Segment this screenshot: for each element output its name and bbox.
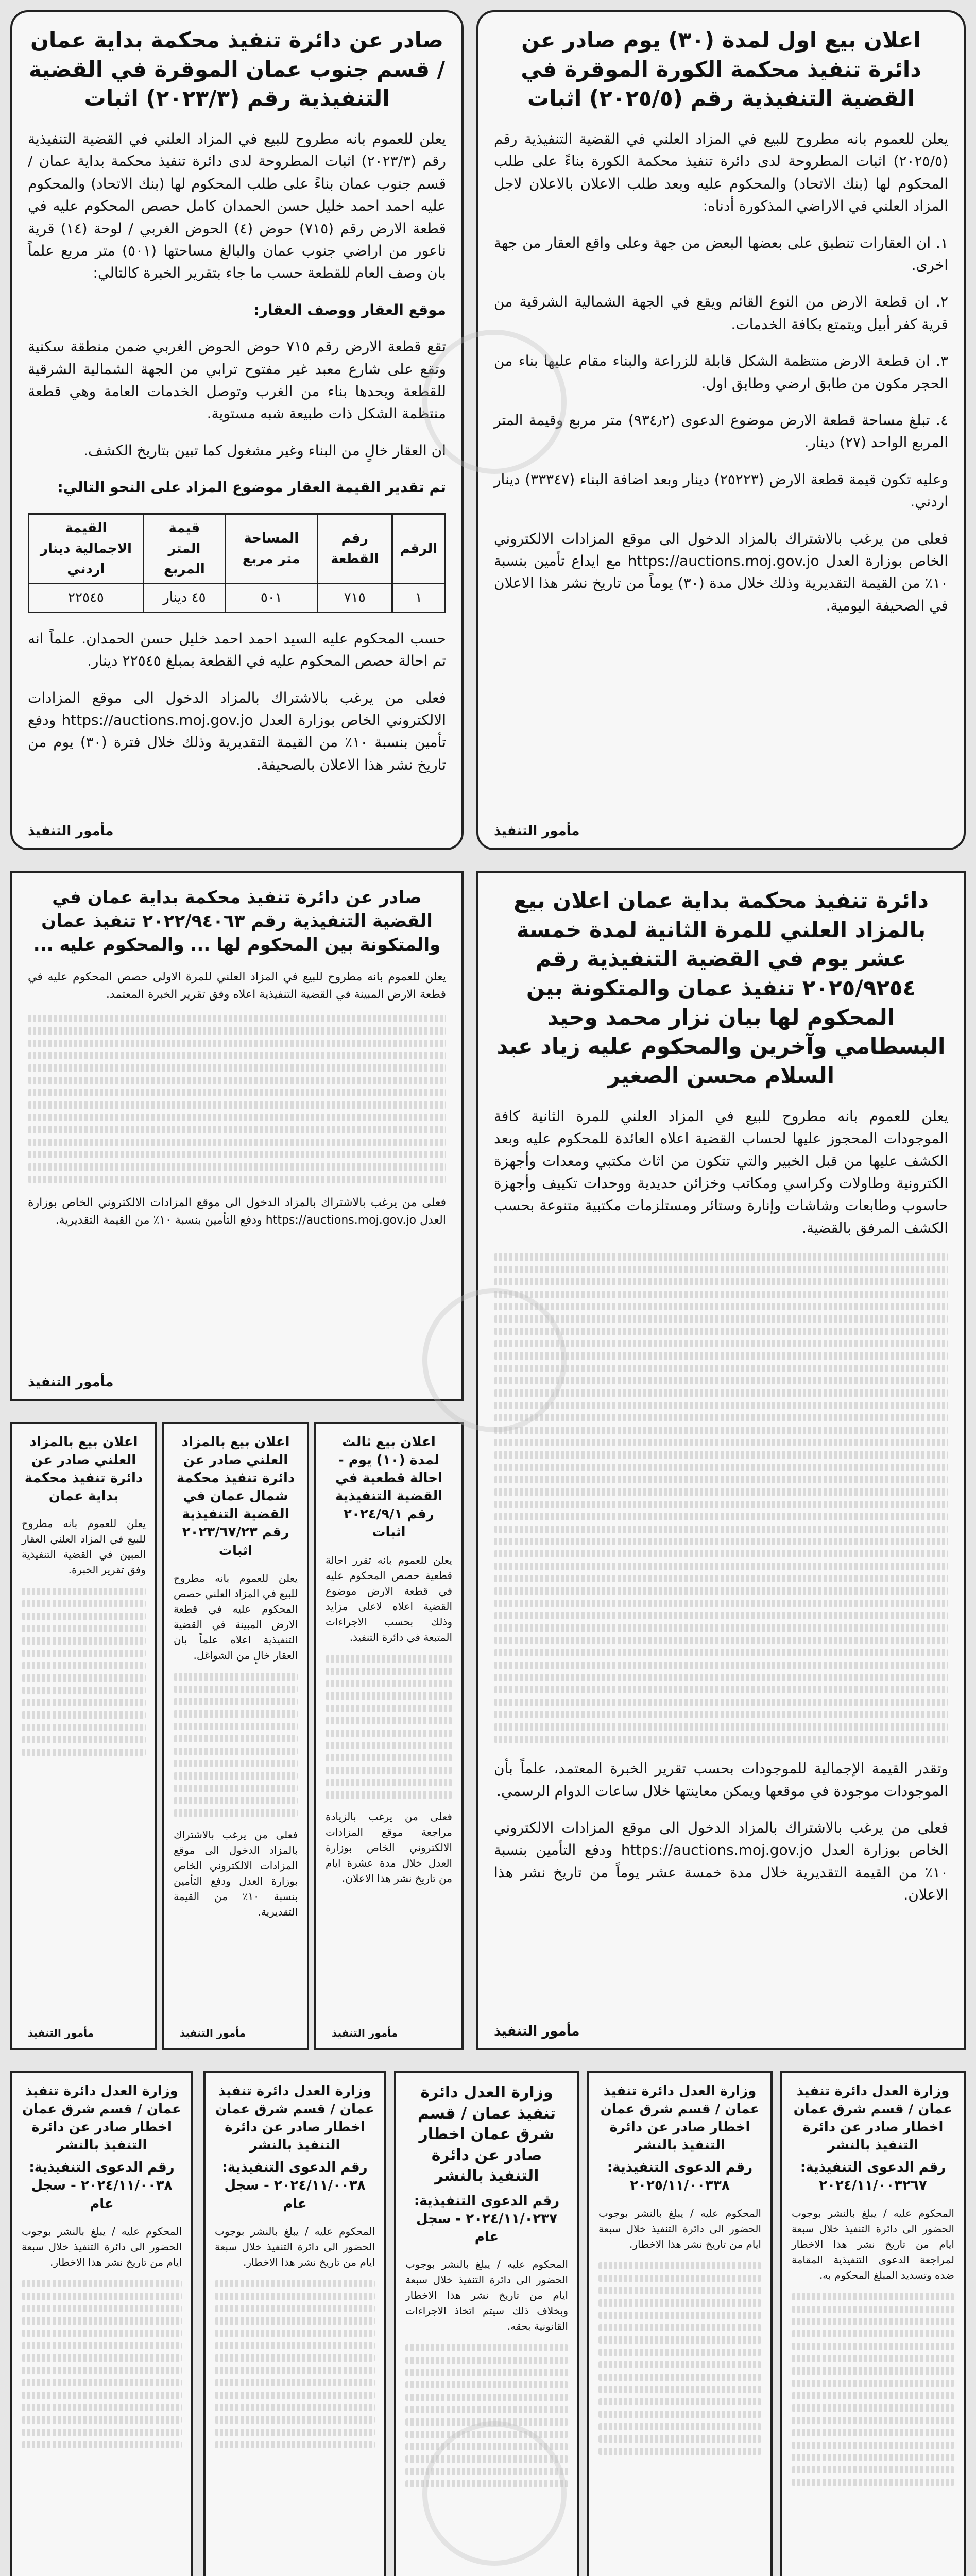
text-line bbox=[174, 1760, 298, 1767]
table-header-cell: رقم القطعة bbox=[317, 514, 392, 584]
notice-title: اعلان بيع بالمزاد العلني صادر عن دائرة تنفيذ محكمة شمال عمان في القضية التنفيذية رقم ٢٠٢٣/٦٧/٢٣ اثبات bbox=[176, 1434, 295, 1558]
notice-paragraph: المحكوم عليه / يبلغ بالنشر بوجوب الحضور الى دائرة التنفيذ خلال سبعة ايام من تاريخ نشر هذا الاخطار وبخلاف ذلك سيتم اتخاذ الاجراءات القانونية بحقه. bbox=[405, 2258, 568, 2332]
notice-title: اعلان بيع اول لمدة (٣٠) يوم صادر عن دائرة تنفيذ محكمة الكورة الموقرة في القضية التنفيذية رقم (٢٠٢٥/٥) اثبات bbox=[521, 27, 921, 111]
notice-signature: مأمور التنفيذ bbox=[494, 823, 580, 839]
text-line bbox=[494, 1736, 948, 1743]
text-line bbox=[598, 2411, 761, 2418]
notice-title: صادر عن دائرة تنفيذ محكمة بداية عمان في القضية التنفيذية رقم ٢٠٢٢/٩٤٠٦٣ تنفيذ عمان والمتكونة بين المحكوم لها ... والمحكوم عليه ... bbox=[33, 887, 441, 955]
notice-paragraph: المحكوم عليه / يبلغ بالنشر بوجوب الحضور الى دائرة التنفيذ خلال سبعة ايام من تاريخ نشر هذا الاخطار. bbox=[22, 2225, 182, 2268]
notice-paragraph: تقع قطعة الارض رقم ٧١٥ حوض الحوض الغربي ضمن منطقة سكنية وتقع على شارع معبد غير مفتوح ترابي من الجهة الشمالية الشرقية للقطعة ويحدها بناء من الغرب وتوصل الخدمات العامة وهي قطعة منتظمة الشكل ذات طبيعة شبه مستوية. bbox=[28, 338, 446, 422]
notice-middle-left-b1 bbox=[314, 1422, 464, 2050]
notice-title: وزارة العدل دائرة تنفيذ عمان / قسم شرق عمان اخطار صادر عن دائرة التنفيذ بالنشر bbox=[793, 2083, 953, 2154]
notice-signature: مأمور التنفيذ bbox=[28, 823, 114, 839]
text-line bbox=[326, 1692, 452, 1700]
text-line bbox=[792, 2466, 954, 2473]
text-line bbox=[494, 1315, 948, 1323]
text-line bbox=[174, 1723, 298, 1730]
text-line bbox=[22, 1687, 146, 1694]
notice-signature: مأمور التنفيذ bbox=[28, 1375, 114, 1390]
text-line bbox=[22, 2404, 182, 2411]
text-line bbox=[598, 2435, 761, 2443]
text-line bbox=[326, 1668, 452, 1675]
table-cell: ٧١٥ bbox=[317, 584, 392, 612]
notice-title: وزارة العدل دائرة تنفيذ عمان / قسم شرق عمان اخطار صادر عن دائرة التنفيذ بالنشر bbox=[600, 2083, 760, 2154]
text-line bbox=[22, 1699, 146, 1706]
text-line bbox=[22, 2416, 182, 2424]
watermark-logo-icon bbox=[422, 330, 567, 474]
text-line bbox=[22, 1613, 146, 1620]
text-line bbox=[494, 1266, 948, 1273]
text-line bbox=[28, 1077, 446, 1084]
text-line bbox=[22, 1637, 146, 1645]
text-line bbox=[28, 1151, 446, 1158]
text-line bbox=[792, 2429, 954, 2436]
text-line bbox=[598, 2336, 761, 2344]
notice-body bbox=[28, 969, 446, 1229]
text-line bbox=[792, 2318, 954, 2325]
text-line bbox=[494, 1575, 948, 1582]
text-line bbox=[494, 1513, 948, 1520]
text-line bbox=[792, 2293, 954, 2300]
watermark-logo-icon bbox=[422, 2421, 567, 2566]
text-line bbox=[174, 1748, 298, 1755]
text-line bbox=[405, 2344, 568, 2351]
text-line bbox=[22, 2280, 182, 2287]
text-line bbox=[22, 2354, 182, 2362]
text-line bbox=[494, 1662, 948, 1669]
notice-paragraph: يعلن للعموم بانه مطروح للبيع في المزاد العلني في القضية التنفيذية رقم (٢٠٢٥/٥) اثبات المطروحة لدى دائرة تنفيذ محكمة الكورة بناءً على طلب المحكوم لها (بنك الاتحاد) والمحكوم عليه وبعد طلب الاعلان بالاعلان لاجل المزاد العلني في الاراضي المذكورة أدناه: bbox=[494, 130, 948, 215]
text-line bbox=[28, 1163, 446, 1171]
text-line bbox=[598, 2262, 761, 2269]
text-line bbox=[22, 1736, 146, 1743]
notice-body bbox=[22, 2224, 182, 2448]
text-line bbox=[28, 1126, 446, 1133]
notice-body bbox=[598, 2206, 761, 2455]
notice-paragraph: يعلن للعموم بانه تقرر احالة قطعية حصص المحكوم عليه في قطعة الارض موضوع القضية اعلاه لاعلى مزايد وذلك بحسب الاجراءات المتبعة في دائرة التنفيذ. bbox=[326, 1553, 452, 1643]
text-line bbox=[598, 2275, 761, 2282]
text-line bbox=[215, 2342, 375, 2349]
text-line bbox=[405, 2381, 568, 2388]
text-line bbox=[792, 2454, 954, 2461]
notice-paragraph: المحكوم عليه / يبلغ بالنشر بوجوب الحضور الى دائرة التنفيذ خلال سبعة ايام من تاريخ نشر هذا الاخطار لمراجعة الدعوى التنفيذية المقامة ضده وتسديد المبلغ المحكوم به. bbox=[792, 2207, 954, 2281]
text-line bbox=[792, 2367, 954, 2375]
text-line bbox=[215, 2416, 375, 2424]
text-line bbox=[598, 2386, 761, 2393]
text-line bbox=[28, 1139, 446, 1146]
table-row bbox=[29, 584, 446, 612]
text-line bbox=[598, 2349, 761, 2356]
notice-title: صادر عن دائرة تنفيذ محكمة بداية عمان / قسم جنوب عمان الموقرة في القضية التنفيذية رقم (٢٠٢٣/٣) اثبات bbox=[28, 27, 446, 111]
text-line bbox=[494, 1389, 948, 1397]
notice-case-number: رقم الدعوى التنفيذية: ٢٠٢٤/١١/٠٠٣٢٦٧ bbox=[800, 2160, 946, 2194]
notice-paragraph: فعلى من يرغب بالاشتراك بالمزاد الدخول الى موقع المزادات الالكتروني الخاص بوزارة العدل https://auctions.moj.gov.jo ودفع تأمين بنسبة ١٠٪ من القيمة التقديرية وذلك خلال فترة (٣٠) يوم من تاريخ نشر هذا الاعلان بالصحيفة. bbox=[28, 689, 446, 773]
text-line bbox=[326, 1754, 452, 1761]
notice-bottom-2 bbox=[587, 2071, 773, 2576]
notice-paragraph: يعلن للعموم بانه مطروح للبيع في المزاد العلني حصص المحكوم عليه في قطعة الارض المبينة في القضية التنفيذية اعلاه علماً بان العقار خالٍ من الشواغل. bbox=[174, 1571, 298, 1662]
notice-paragraph: فعلى من يرغب بالاشتراك بالمزاد الدخول الى موقع المزادات الالكتروني الخاص بوزارة العدل https://auctions.moj.gov.jo مع ايداع تأمين بنسبة ١٠٪ من القيمة التقديرية وذلك خلال مدة (٣٠) يوماً من تاريخ نشر هذا الاعلان في الصحيفة اليومية. bbox=[494, 530, 949, 614]
text-line bbox=[215, 2330, 375, 2337]
notice-paragraph: حسب المحكوم عليه السيد احمد احمد خليل حسن الحمدان. علماً انه تم احالة حصص المحكوم عليه في القطعة بمبلغ ٢٢٥٤٥ دينار. bbox=[28, 630, 446, 670]
notice-paragraph: ان العقار خالٍ من البناء وغير مشغول كما تبين بتاريخ الكشف. bbox=[83, 442, 446, 459]
text-line bbox=[28, 1089, 446, 1096]
text-line bbox=[494, 1278, 948, 1285]
text-line bbox=[174, 1710, 298, 1718]
text-line bbox=[28, 1101, 446, 1109]
text-line bbox=[494, 1600, 948, 1607]
notice-paragraph: ١. ان العقارات تنطبق على بعضها البعض من جهة وعلى واقع العقار من جهة اخرى. bbox=[494, 234, 948, 274]
notice-paragraph: وعليه تكون قيمة قطعة الارض (٢٥٢٢٣) دينار وبعد اضافة البناء (٣٣٣٤٧) دينار اردني. bbox=[494, 470, 948, 511]
text-line bbox=[22, 1650, 146, 1657]
notice-body bbox=[494, 1105, 948, 1906]
text-line bbox=[792, 2380, 954, 2387]
text-line bbox=[598, 2448, 761, 2455]
table-cell: ٥٠١ bbox=[225, 584, 317, 612]
text-line bbox=[598, 2312, 761, 2319]
notice-paragraph: المحكوم عليه / يبلغ بالنشر بوجوب الحضور الى دائرة التنفيذ خلال سبعة ايام من تاريخ نشر هذا الاخطار. bbox=[598, 2207, 761, 2250]
notice-bottom-4 bbox=[203, 2071, 386, 2576]
text-line bbox=[598, 2299, 761, 2307]
text-line bbox=[494, 1464, 948, 1471]
table-header-row bbox=[29, 514, 446, 584]
notice-paragraph: فعلى من يرغب بالاشتراك بالمزاد الدخول الى موقع المزادات الالكتروني الخاص بوزارة العدل ودفع التأمين بنسبة ١٠٪ من القيمة التقديرية. bbox=[174, 1828, 298, 1918]
notice-middle-left-a bbox=[10, 871, 464, 1401]
text-line bbox=[494, 1563, 948, 1570]
text-line bbox=[22, 1600, 146, 1607]
notice-signature: مأمور التنفيذ bbox=[180, 2027, 246, 2039]
notice-middle-left-b3 bbox=[10, 1422, 157, 2050]
notice-paragraph: ٤. تبلغ مساحة قطعة الارض موضوع الدعوى (٩٣٤٫٢) متر مربع وقيمة المتر المربع الواحد (٢٧) دينار. bbox=[494, 411, 948, 451]
text-line bbox=[494, 1253, 948, 1261]
text-line bbox=[28, 1052, 446, 1059]
notice-paragraph: تم تقدير القيمة العقار موضوع المزاد على النحو التالي: bbox=[57, 479, 446, 496]
text-line bbox=[405, 2357, 568, 2364]
text-line bbox=[28, 1040, 446, 1047]
notice-paragraph: يعلن للعموم بانه مطروح للبيع في المزاد العلني للمرة الاولى حصص المحكوم عليه في قطعة الارض المبينة في القضية التنفيذية اعلاه وفق تقرير الخبرة المعتمد. bbox=[28, 970, 446, 1001]
text-line bbox=[22, 2441, 182, 2448]
text-line bbox=[494, 1649, 948, 1656]
text-line bbox=[22, 2342, 182, 2349]
text-line bbox=[792, 2343, 954, 2350]
notice-signature: مأمور التنفيذ bbox=[332, 2027, 398, 2039]
text-line bbox=[494, 1427, 948, 1434]
text-line bbox=[494, 1587, 948, 1595]
text-line bbox=[28, 1015, 446, 1022]
notice-title: اعلان بيع ثالث لمدة (١٠) يوم - احالة قطعية في القضية التنفيذية رقم ٢٠٢٤/٩/١ اثبات bbox=[335, 1434, 443, 1540]
text-line bbox=[174, 1809, 298, 1817]
text-line bbox=[494, 1686, 948, 1693]
text-line bbox=[174, 1698, 298, 1705]
text-line bbox=[22, 1625, 146, 1632]
notice-paragraph: فعلى من يرغب بالاشتراك بالمزاد الدخول الى موقع المزادات الالكتروني الخاص بوزارة العدل https://auctions.moj.gov.jo ودفع التأمين بنسبة ١٠٪ من القيمة التقديرية. bbox=[28, 1196, 446, 1227]
notice-bottom-5 bbox=[10, 2071, 193, 2576]
text-line bbox=[494, 1414, 948, 1421]
text-line bbox=[494, 1699, 948, 1706]
text-line bbox=[22, 2367, 182, 2374]
notice-body bbox=[28, 128, 446, 776]
text-line bbox=[326, 1730, 452, 1737]
text-line bbox=[215, 2305, 375, 2312]
text-line bbox=[792, 2355, 954, 2362]
text-line bbox=[405, 2406, 568, 2413]
notice-case-number: رقم الدعوى التنفيذية: ٢٠٢٥/١١/٠٠٣٣٨ bbox=[607, 2160, 753, 2194]
table-cell: ١ bbox=[392, 584, 445, 612]
text-line bbox=[215, 2379, 375, 2386]
text-line bbox=[598, 2324, 761, 2331]
text-line bbox=[28, 1064, 446, 1072]
notice-middle-right bbox=[476, 871, 966, 2050]
text-line bbox=[326, 1767, 452, 1774]
text-line bbox=[326, 1779, 452, 1786]
table-header-cell: المساحة متر مربع bbox=[225, 514, 317, 584]
notice-title: وزارة العدل دائرة تنفيذ عمان / قسم شرق عمان اخطار صادر عن دائرة التنفيذ بالنشر bbox=[215, 2083, 374, 2154]
text-line bbox=[326, 1717, 452, 1724]
watermark-logo-icon bbox=[422, 1288, 567, 1432]
text-line bbox=[174, 1785, 298, 1792]
text-line bbox=[215, 2317, 375, 2325]
notice-middle-left-b2 bbox=[162, 1422, 309, 2050]
text-line bbox=[326, 1705, 452, 1712]
text-line bbox=[326, 1742, 452, 1749]
text-line bbox=[174, 1772, 298, 1780]
notice-paragraph: وتقدر القيمة الإجمالية للموجودات بحسب تقرير الخبرة المعتمد، علماً بأن الموجودات موجودة في موقعها ويمكن معاينتها خلال ساعات الدوام الرسمي. bbox=[494, 1760, 948, 1800]
text-line bbox=[215, 2354, 375, 2362]
text-line bbox=[494, 1303, 948, 1310]
text-line bbox=[405, 2369, 568, 2376]
text-line bbox=[494, 1711, 948, 1718]
text-line bbox=[792, 2479, 954, 2486]
notice-body bbox=[792, 2206, 954, 2486]
text-line bbox=[494, 1402, 948, 1409]
text-line bbox=[22, 2293, 182, 2300]
text-line bbox=[22, 2330, 182, 2337]
text-line bbox=[598, 2287, 761, 2294]
notice-paragraph: فعلى من يرغب بالزيادة مراجعة موقع المزادات الالكتروني الخاص بوزارة العدل خلال مدة عشرة ايام من تاريخ نشر هذا الاعلان. bbox=[326, 1810, 452, 1885]
text-line bbox=[22, 1724, 146, 1731]
valuation-table bbox=[28, 513, 446, 613]
notice-case-number: رقم الدعوى التنفيذية: ٢٠٢٤/١١/٠٢٣٧ - سجل عام bbox=[414, 2193, 560, 2245]
notice-case-number: رقم الدعوى التنفيذية: ٢٠٢٤/١١/٠٠٣٨ - سجل عام bbox=[222, 2160, 368, 2212]
text-line bbox=[494, 1291, 948, 1298]
text-line bbox=[494, 1637, 948, 1644]
text-line bbox=[598, 2423, 761, 2430]
text-line bbox=[326, 1655, 452, 1663]
text-line bbox=[494, 1538, 948, 1545]
notice-signature: مأمور التنفيذ bbox=[28, 2027, 94, 2039]
text-line bbox=[494, 1624, 948, 1632]
text-line bbox=[215, 2392, 375, 2399]
notice-paragraph: ٣. ان قطعة الارض منتظمة الشكل قابلة للزراعة والبناء مقام عليها بناء من الحجر مكون من طابق ارضي وطابق اول. bbox=[494, 352, 948, 392]
text-line bbox=[22, 1749, 146, 1756]
text-line bbox=[22, 2429, 182, 2436]
text-line bbox=[494, 1723, 948, 1731]
text-line bbox=[22, 1674, 146, 1682]
text-line bbox=[494, 1526, 948, 1533]
text-line bbox=[494, 1451, 948, 1459]
notice-paragraph: يعلن للعموم بانه مطروح للبيع في المزاد العلني للمرة الثانية كافة الموجودات المحجوز عليها لحساب القضية اعلاه العائدة للمحكوم عليه وبعد الكشف عليها من قبل الخبير والتي تتكون من اثاث مكتبي ومعدات وأجهزة الكترونية وطاولات وكراسي ومكاتب وخزائن حديدية ووحدات تكييف وأجهزة حاسوب وطابعات وشاشات وإنارة وستائر ومستلزمات مكتبية متنوعة بحسب الكشف المرفق بالقضية. bbox=[494, 1107, 948, 1236]
text-line bbox=[494, 1328, 948, 1335]
text-line bbox=[792, 2442, 954, 2449]
notice-title: اعلان بيع بالمزاد العلني صادر عن دائرة تنفيذ محكمة بداية عمان bbox=[24, 1434, 143, 1504]
text-line bbox=[215, 2429, 375, 2436]
table-header-cell: القيمة الاجمالية دينار اردني bbox=[29, 514, 144, 584]
text-line bbox=[215, 2441, 375, 2448]
table-cell: ٤٥ دينار bbox=[143, 584, 225, 612]
text-line bbox=[28, 1176, 446, 1183]
notice-paragraph: ٢. ان قطعة الارض من النوع القائم ويقع في الجهة الشمالية الشرقية من قرية كفر أبيل ويتمتع بكافة الخدمات. bbox=[494, 293, 948, 333]
text-line bbox=[326, 1791, 452, 1799]
text-line bbox=[22, 1662, 146, 1669]
table-header-cell: الرقم bbox=[392, 514, 445, 584]
text-line bbox=[174, 1673, 298, 1681]
text-line bbox=[792, 2392, 954, 2399]
text-line bbox=[494, 1439, 948, 1446]
text-line bbox=[494, 1476, 948, 1483]
text-line bbox=[494, 1488, 948, 1496]
notice-body bbox=[22, 1516, 146, 1756]
text-line bbox=[215, 2293, 375, 2300]
text-line bbox=[22, 1588, 146, 1595]
table-cell: ٢٢٥٤٥ bbox=[29, 584, 144, 612]
notice-paragraph: يعلن للعموم بانه مطروح للبيع في المزاد العلني العقار المبين في القضية التنفيذية وفق تقرير الخبرة. bbox=[22, 1517, 146, 1577]
text-line bbox=[22, 2305, 182, 2312]
text-line bbox=[28, 1027, 446, 1035]
text-line bbox=[792, 2306, 954, 2313]
text-line bbox=[174, 1797, 298, 1804]
notice-title: دائرة تنفيذ محكمة بداية عمان اعلان بيع بالمزاد العلني للمرة الثانية لمدة خمسة عشر يوم في القضية التنفيذية رقم ٢٠٢٥/٩٢٥٤ تنفيذ عمان والمتكونة بين المحكوم لها بيان نزار محمد وحيد البسطامي وآخرين والمحكوم عليه زياد عبد السلام محسن الصغير bbox=[496, 888, 946, 1089]
notice-paragraph: يعلن للعموم بانه مطروح للبيع في المزاد العلني في القضية التنفيذية رقم (٢٠٢٣/٣) اثبات المطروحة لدى دائرة تنفيذ محكمة بداية عمان / قسم جنوب عمان بناءً على طلب المحكوم لها (بنك الاتحاد) والمحكوم عليه احمد احمد خليل حسن الحمدان كامل حصص المحكوم عليه في قطعة الارض رقم (٧١٥) حوض (٤) الحوض الغربي / لوحة (١٤) قرية ناعور من اراضي جنوب عمان والبالغ مساحتها (٥٠١) متر مربع علماً بان وصف العام للقطعة حسب ما جاء بتقرير الخبرة كالتالي: bbox=[28, 130, 447, 282]
text-line bbox=[215, 2404, 375, 2411]
text-line bbox=[22, 2317, 182, 2325]
text-line bbox=[792, 2330, 954, 2337]
notice-top-left bbox=[10, 10, 464, 850]
notice-title: وزارة العدل دائرة تنفيذ عمان / قسم شرق عمان اخطار صادر عن دائرة التنفيذ بالنشر bbox=[417, 2083, 556, 2185]
notice-body bbox=[494, 128, 948, 617]
text-line bbox=[494, 1674, 948, 1681]
text-line bbox=[792, 2417, 954, 2424]
text-line bbox=[405, 2394, 568, 2401]
text-line bbox=[215, 2280, 375, 2287]
text-line bbox=[598, 2361, 761, 2368]
text-line bbox=[22, 2392, 182, 2399]
text-line bbox=[494, 1550, 948, 1557]
notice-case-number: رقم الدعوى التنفيذية: ٢٠٢٤/١١/٠٠٣٨ - سجل عام bbox=[29, 2160, 175, 2212]
text-line bbox=[326, 1680, 452, 1687]
notice-bottom-1 bbox=[780, 2071, 966, 2576]
text-line bbox=[22, 1711, 146, 1719]
text-line bbox=[598, 2398, 761, 2405]
text-line bbox=[494, 1501, 948, 1508]
notice-body bbox=[174, 1570, 298, 1920]
text-line bbox=[494, 1612, 948, 1619]
text-line bbox=[22, 2379, 182, 2386]
text-line bbox=[28, 1114, 446, 1121]
notice-paragraph: المحكوم عليه / يبلغ بالنشر بوجوب الحضور الى دائرة التنفيذ خلال سبعة ايام من تاريخ نشر هذا الاخطار. bbox=[215, 2225, 375, 2268]
notice-paragraph: فعلى من يرغب بالاشتراك بالمزاد الدخول الى موقع المزادات الالكتروني الخاص بوزارة العدل https://auctions.moj.gov.jo ودفع التأمين بنسبة ١٠٪ من القيمة التقديرية خلال مدة خمسة عشر يوماً من تاريخ نشر هذا الاعلان. bbox=[494, 1819, 948, 1904]
table-header-cell: قيمة المتر المربع bbox=[143, 514, 225, 584]
text-line bbox=[792, 2404, 954, 2412]
text-line bbox=[174, 1735, 298, 1742]
notice-paragraph: موقع العقار ووصف العقار: bbox=[253, 301, 446, 318]
text-line bbox=[174, 1686, 298, 1693]
notice-body bbox=[326, 1552, 452, 1886]
text-line bbox=[215, 2367, 375, 2374]
notice-signature: مأمور التنفيذ bbox=[494, 2024, 580, 2039]
notice-title: وزارة العدل دائرة تنفيذ عمان / قسم شرق عمان اخطار صادر عن دائرة التنفيذ بالنشر bbox=[22, 2083, 181, 2154]
text-line bbox=[598, 2374, 761, 2381]
notice-body bbox=[215, 2224, 375, 2448]
